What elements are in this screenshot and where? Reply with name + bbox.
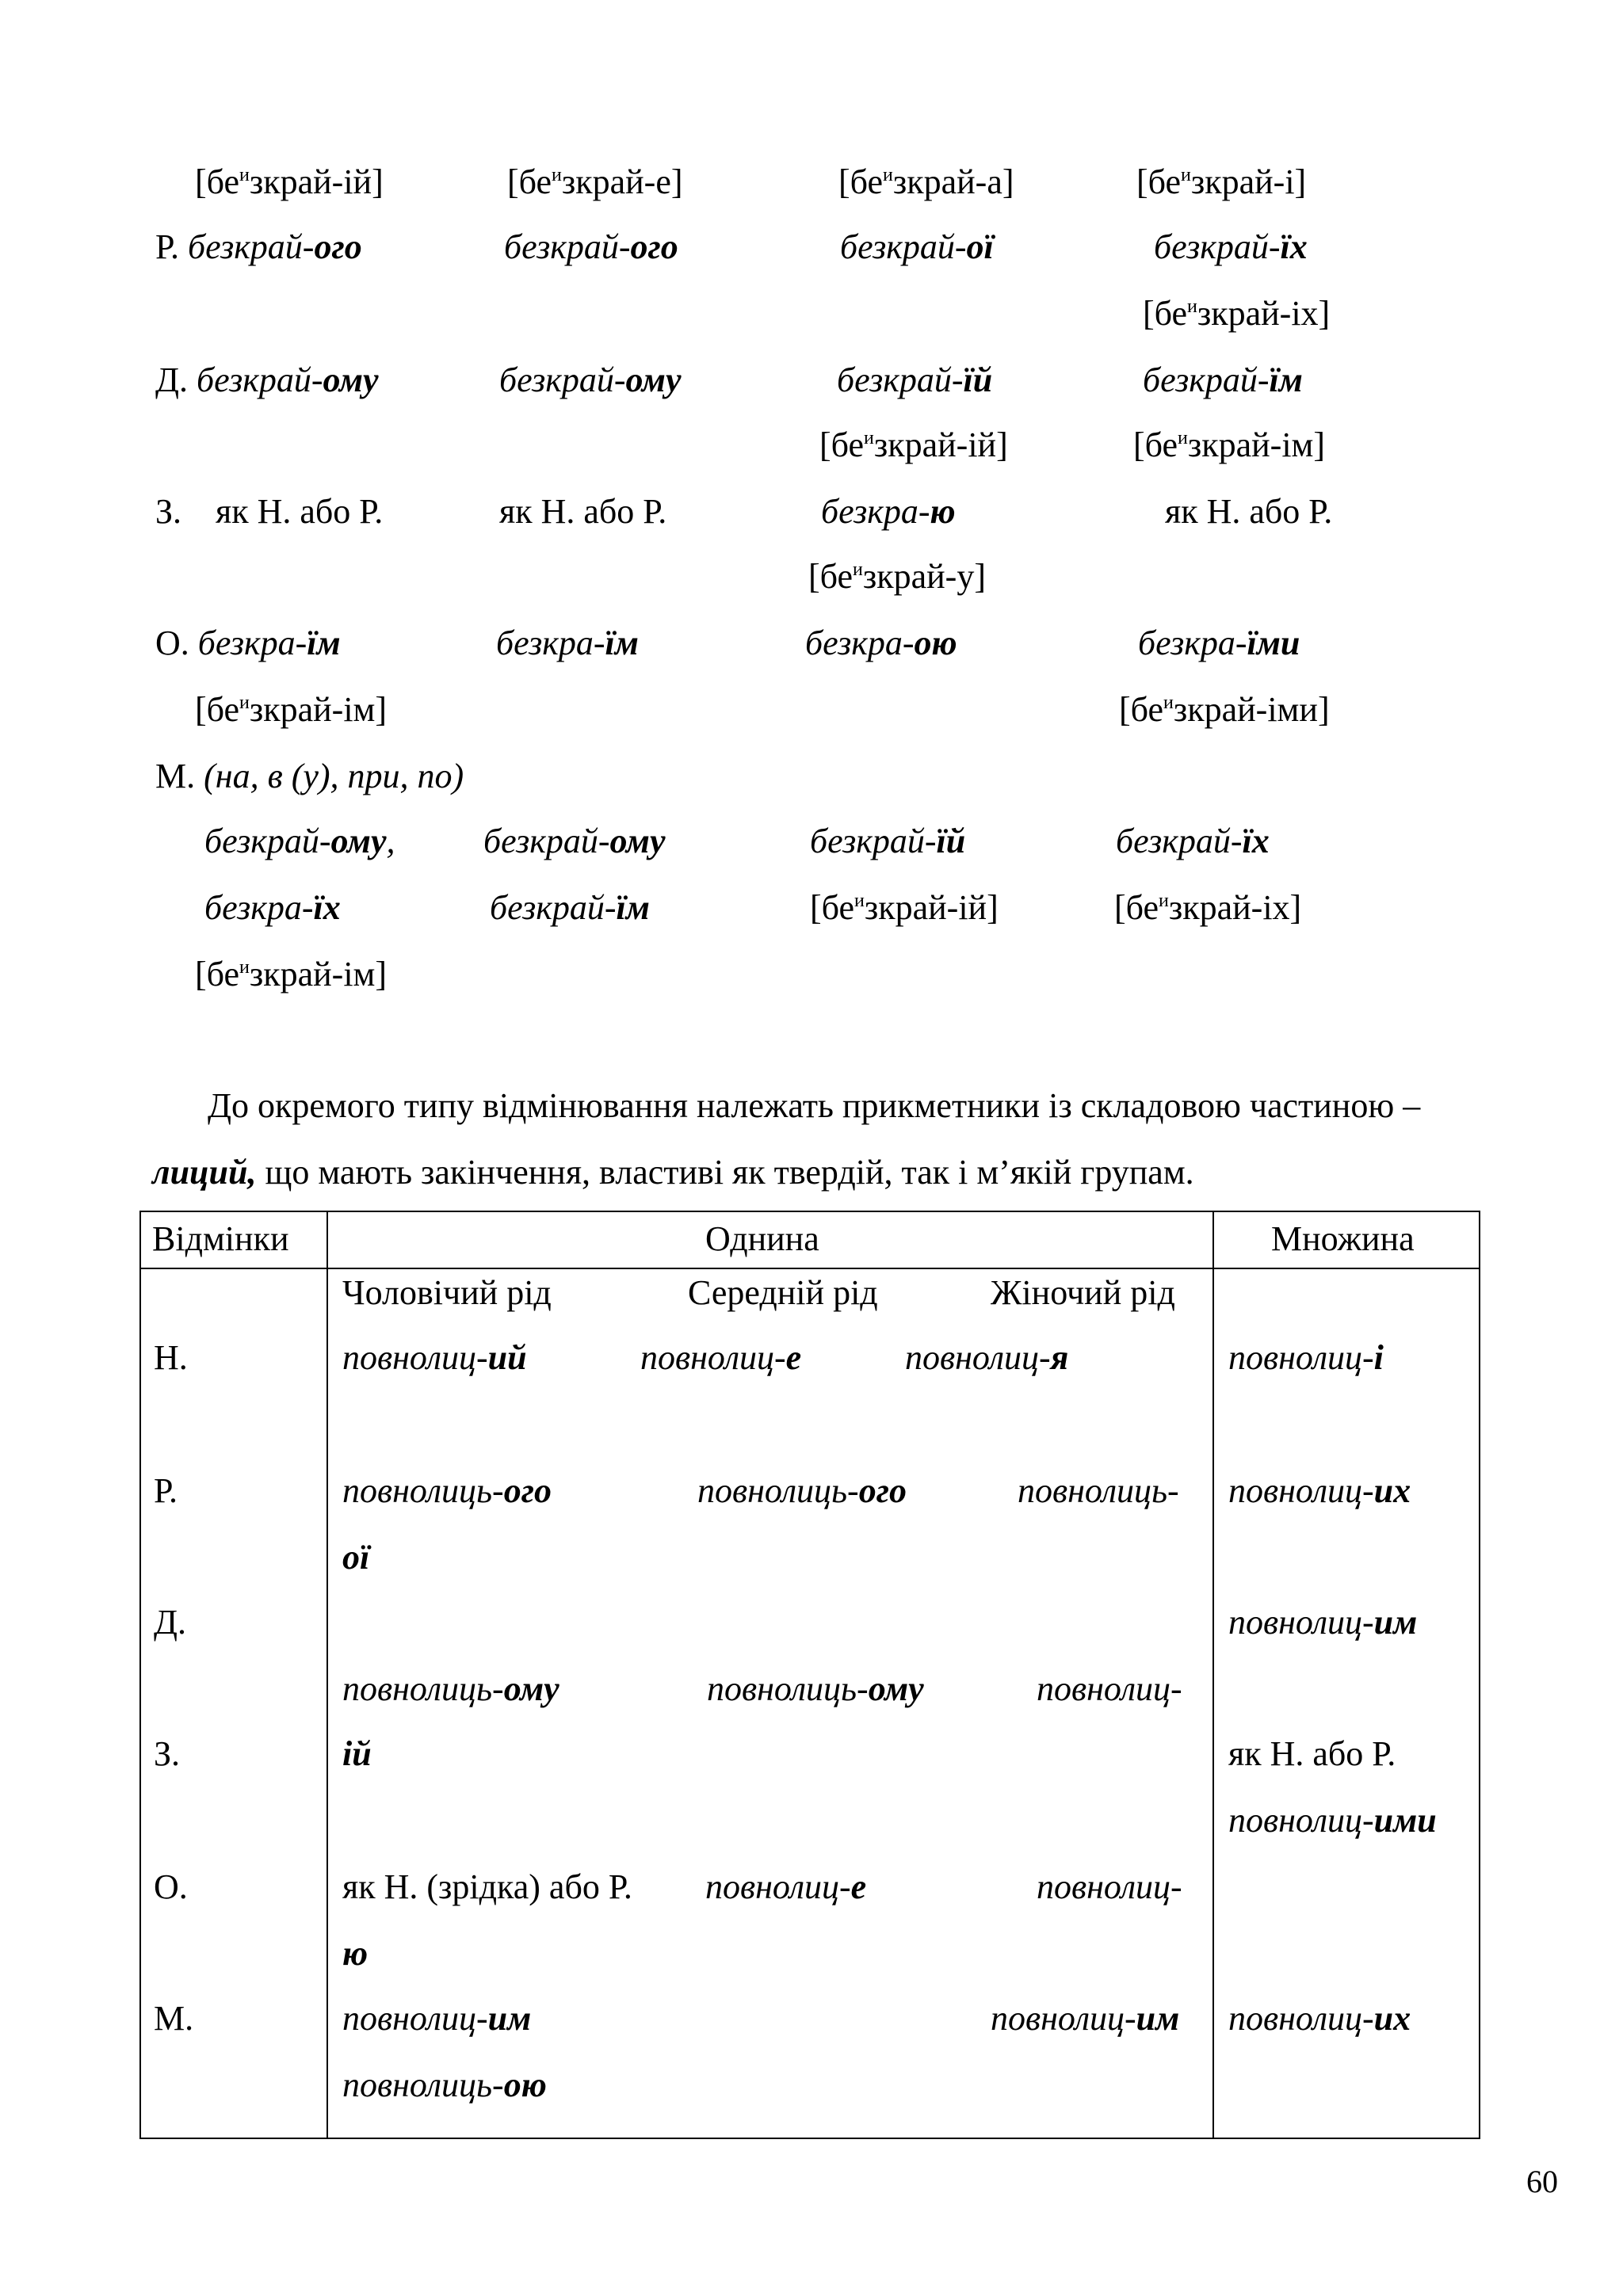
form-m-pl1: безкрай-їх — [1116, 822, 1270, 860]
o-neut: повнолиц-им — [991, 1999, 1180, 2038]
page-number: 60 — [1526, 2164, 1558, 2199]
row-label-z: З. — [154, 1734, 181, 1773]
d-neut: повнолиць-ому — [707, 1669, 924, 1708]
case-label-m: М. (на, в (у), при, по) — [155, 757, 464, 795]
transcription-z-f: $[бе^изкрай-у]$ — [808, 557, 986, 596]
form-m-f1: безкрай-їй — [810, 822, 966, 860]
r-masc: повнолиць-ого — [342, 1471, 552, 1510]
row-label-o: О. — [154, 1867, 188, 1906]
transcription-r-pl: $[бе^изкрай-іх]$ — [1143, 294, 1331, 333]
z-fem-end: ю — [342, 1934, 369, 1973]
transcription-d-pl: $[бе^изкрай-ім]$ — [1133, 425, 1326, 464]
m-pl: повнолиц-их — [1228, 1999, 1411, 2038]
transcription-o-pl: $[бе^изкрай-іми]$ — [1119, 690, 1330, 729]
n-masc: повнолиц-ий — [342, 1338, 527, 1377]
r-fem-stem: повнолиць- — [1018, 1471, 1179, 1510]
z-fem-stem: повнолиц- — [1037, 1867, 1182, 1906]
transcription-o-m: $[бе^изкрай-ім]$ — [195, 690, 388, 729]
form-r-f: безкрай-ої — [840, 227, 994, 266]
transcription-m-m3: $[бе^изкрай-ім]$ — [195, 955, 388, 994]
form-o-pl: безкра-їми — [1138, 624, 1300, 662]
row-label-n: Н. — [154, 1338, 188, 1377]
form-m-m2: безкра-їх — [204, 888, 341, 927]
o-masc: повнолиц-им — [342, 1999, 532, 2038]
paragraph-line-2: лиций, що мають закінчення, властиві як твердій, так і м’якій групам. — [152, 1153, 1194, 1192]
z-masc: як Н. (зрідка) або Р. — [342, 1867, 632, 1906]
d-fem-end: ій — [342, 1734, 372, 1773]
r-pl: повнолиц-их — [1228, 1471, 1411, 1510]
transcription-m-f2: $[бе^изкрай-ій]$ — [810, 888, 999, 927]
form-m-n1: безкрай-ому — [483, 822, 666, 860]
n-neut: повнолиц-е — [640, 1338, 802, 1377]
d-pl: повнолиц-им — [1228, 1603, 1418, 1642]
header-plural: Множина — [1213, 1211, 1480, 1268]
subheader-neut: Середній рід — [688, 1273, 878, 1312]
z-neut: повнолиц-е — [705, 1867, 867, 1906]
z-pl: як Н. або Р. — [1228, 1734, 1396, 1773]
form-d-f: безкрай-їй — [837, 360, 993, 399]
row-label-r: Р. — [154, 1471, 178, 1510]
form-m-m1: безкрай-ому, — [204, 822, 395, 860]
paragraph-line-1: До окремого типу відмінювання належать прикметники із складовою частиною – — [208, 1086, 1421, 1125]
form-r-pl: безкрай-їх — [1154, 227, 1308, 266]
case-labels-column — [140, 1268, 327, 2138]
transcription-m-pl2: $[бе^изкрай-іх]$ — [1114, 888, 1302, 927]
transcription-n-m: $[бе^изкрай-ій]$ — [195, 162, 384, 201]
n-pl: повнолиц-і — [1228, 1338, 1384, 1377]
declension-table — [139, 1211, 1480, 2139]
form-o-f: безкра-ою — [805, 624, 957, 662]
o-pl: повнолиц-ими — [1228, 1801, 1437, 1840]
form-z-n: як Н. або Р. — [499, 492, 667, 531]
transcription-n-pl: $[бе^изкрай-і]$ — [1136, 162, 1307, 201]
form-d-pl: безкрай-їм — [1143, 360, 1303, 399]
d-masc: повнолиць-ому — [342, 1669, 559, 1708]
d-fem-stem: повнолиц- — [1037, 1669, 1182, 1708]
header-cases: Відмінки — [140, 1211, 327, 1268]
case-label-z: З. — [155, 492, 182, 531]
plural-column — [1213, 1268, 1480, 2138]
form-z-f: безкра-ю — [821, 492, 956, 531]
singular-column — [327, 1268, 1213, 2138]
form-o-n: безкра-їм — [496, 624, 639, 662]
row-label-d: Д. — [154, 1603, 187, 1642]
header-singular: Однина — [327, 1211, 1213, 1268]
o-fem: повнолиць-ою — [342, 2065, 547, 2104]
row-label-m: М. — [154, 1999, 194, 2038]
form-d-n: безкрай-ому — [499, 360, 682, 399]
transcription-n-n: $[бе^изкрай-е]$ — [507, 162, 683, 201]
case-label-r: Р. безкрай-ого — [155, 227, 362, 266]
case-label-o: О. безкра-їм — [155, 624, 341, 662]
n-fem: повнолиц-я — [905, 1338, 1069, 1377]
form-z-pl: як Н. або Р. — [1165, 492, 1333, 531]
r-fem-end: ої — [342, 1538, 370, 1577]
form-m-n2: безкрай-їм — [490, 888, 650, 927]
form-r-n: безкрай-ого — [504, 227, 678, 266]
transcription-d-f: $[бе^изкрай-ій]$ — [819, 425, 1008, 464]
subheader-masc: Чоловічий рід — [342, 1273, 552, 1312]
case-label-d: Д. безкрай-ому — [155, 360, 379, 399]
term: лиций, — [152, 1153, 257, 1192]
subheader-fem: Жіночий рід — [991, 1273, 1175, 1312]
form-z-m: як Н. або Р. — [216, 492, 384, 531]
r-neut: повнолиць-ого — [697, 1471, 907, 1510]
transcription-n-f: $[бе^изкрай-а]$ — [838, 162, 1014, 201]
